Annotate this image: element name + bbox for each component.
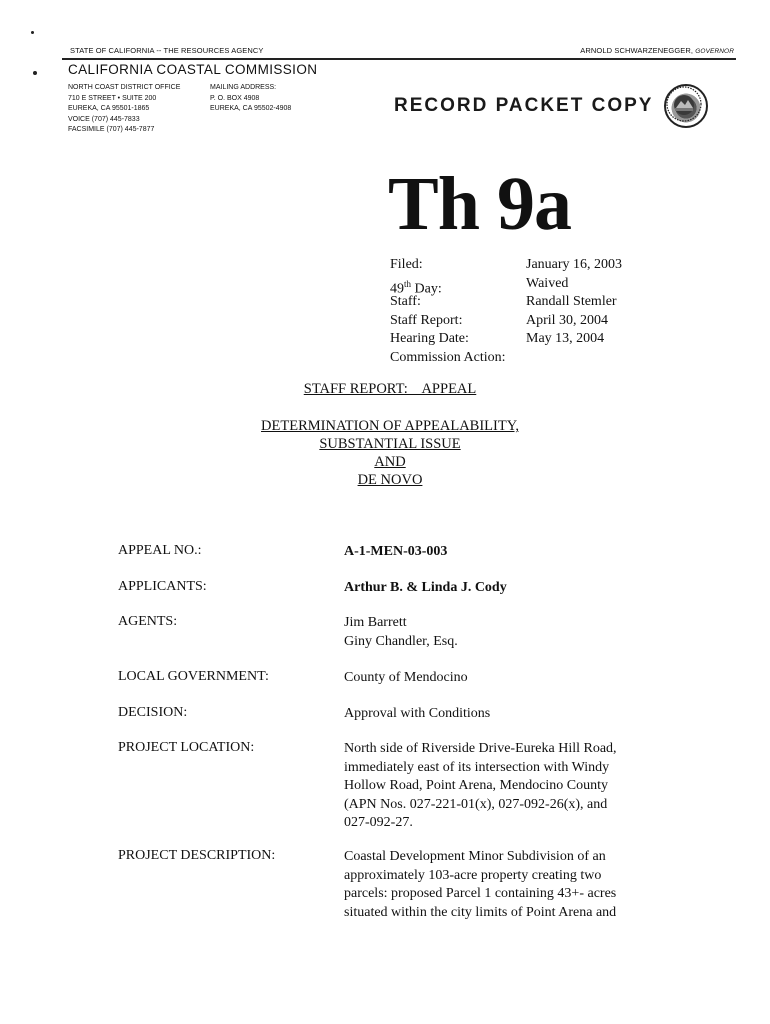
location-line: immediately east of its intersection with Windy bbox=[344, 759, 610, 775]
decision-value: Approval with Conditions bbox=[344, 706, 491, 721]
filing-label: Commission Action: bbox=[390, 349, 506, 365]
filing-label: Hearing Date: bbox=[390, 331, 469, 346]
office-address bbox=[68, 83, 180, 136]
decision-label: DECISION: bbox=[118, 705, 188, 720]
project-location-value bbox=[344, 740, 664, 833]
filing-label: Filed: bbox=[390, 257, 423, 272]
determination-line: DETERMINATION OF APPEALABILITY, bbox=[261, 418, 519, 434]
description-line: Coastal Development Minor Subdivision of an bbox=[344, 849, 606, 864]
description-line: approximately 103-acre property creating two bbox=[344, 867, 602, 883]
project-location-label: PROJECT LOCATION: bbox=[118, 740, 255, 755]
agency-line: STATE OF CALIFORNIA -- THE RESOURCES AGENCY bbox=[70, 46, 264, 55]
applicants-value: Arthur B. & Linda J. Cody bbox=[344, 580, 507, 595]
day-suffix: th bbox=[404, 278, 412, 289]
filing-value: April 30, 2004 bbox=[526, 312, 609, 328]
office-line: FACSIMILE (707) 445-7877 bbox=[68, 126, 155, 134]
governor-title: GOVERNOR bbox=[695, 48, 734, 55]
location-line: North side of Riverside Drive-Eureka Hill Road, bbox=[344, 741, 617, 756]
filing-label: Staff Report: bbox=[390, 312, 463, 328]
governor-line bbox=[580, 46, 734, 55]
report-title: STAFF REPORT: APPEAL bbox=[303, 381, 477, 397]
agent-name: Giny Chandler, Esq. bbox=[344, 633, 458, 649]
mailing-address bbox=[210, 83, 291, 115]
office-line: NORTH COAST DISTRICT OFFICE bbox=[68, 84, 181, 91]
agents-label: AGENTS: bbox=[118, 614, 178, 629]
scan-mark bbox=[31, 31, 34, 34]
filing-label: Staff: bbox=[390, 294, 421, 309]
bullet-mark bbox=[33, 71, 37, 75]
appeal-no-value: A-1-MEN-03-003 bbox=[344, 544, 448, 559]
agents-value bbox=[344, 614, 644, 651]
office-line: EUREKA, CA 95501-1865 bbox=[68, 105, 150, 113]
filing-value: January 16, 2003 bbox=[526, 257, 623, 272]
day-number: 49 bbox=[390, 281, 404, 297]
filing-value: Waived bbox=[526, 275, 569, 291]
agenda-item-number: Th 9a bbox=[388, 162, 571, 246]
filing-info bbox=[390, 256, 670, 368]
local-government-value: County of Mendocino bbox=[344, 670, 468, 685]
description-line: situated within the city limits of Point Arena and bbox=[344, 904, 617, 920]
determination-line: AND bbox=[374, 454, 406, 470]
mailing-line: EUREKA, CA 95502-4908 bbox=[210, 105, 292, 113]
governor-name: ARNOLD SCHWARZENEGGER, bbox=[580, 46, 694, 55]
record-packet-stamp: RECORD PACKET COPY bbox=[394, 95, 654, 116]
local-government-label: LOCAL GOVERNMENT: bbox=[118, 669, 269, 684]
applicants-label: APPLICANTS: bbox=[118, 579, 207, 594]
appeal-no-label: APPEAL NO.: bbox=[118, 543, 202, 558]
project-description-label: PROJECT DESCRIPTION: bbox=[118, 848, 276, 863]
filing-value: May 13, 2004 bbox=[526, 331, 605, 346]
office-line: VOICE (707) 445-7833 bbox=[68, 115, 140, 123]
commission-name: CALIFORNIA COASTAL COMMISSION bbox=[68, 62, 318, 77]
agent-name: Jim Barrett bbox=[344, 615, 407, 630]
location-line: (APN Nos. 027-221-01(x), 027-092-26(x), and bbox=[344, 796, 608, 812]
header-rule bbox=[62, 58, 736, 60]
location-line: Hollow Road, Point Arena, Mendocino County bbox=[344, 778, 609, 794]
determination-line: DE NOVO bbox=[357, 472, 423, 488]
mailing-line: MAILING ADDRESS: bbox=[210, 84, 277, 91]
filing-value: Randall Stemler bbox=[526, 294, 617, 309]
determination-line: SUBSTANTIAL ISSUE bbox=[319, 436, 461, 452]
office-line: 710 E STREET • SUITE 200 bbox=[68, 94, 157, 102]
location-line: 027-092-27. bbox=[344, 815, 413, 831]
project-description-value bbox=[344, 848, 664, 922]
mailing-line: P. O. BOX 4908 bbox=[210, 94, 260, 102]
day-label-rest: Day: bbox=[411, 281, 442, 297]
description-line: parcels: proposed Parcel 1 containing 43+- acres bbox=[344, 886, 617, 902]
state-seal-icon bbox=[664, 84, 708, 128]
